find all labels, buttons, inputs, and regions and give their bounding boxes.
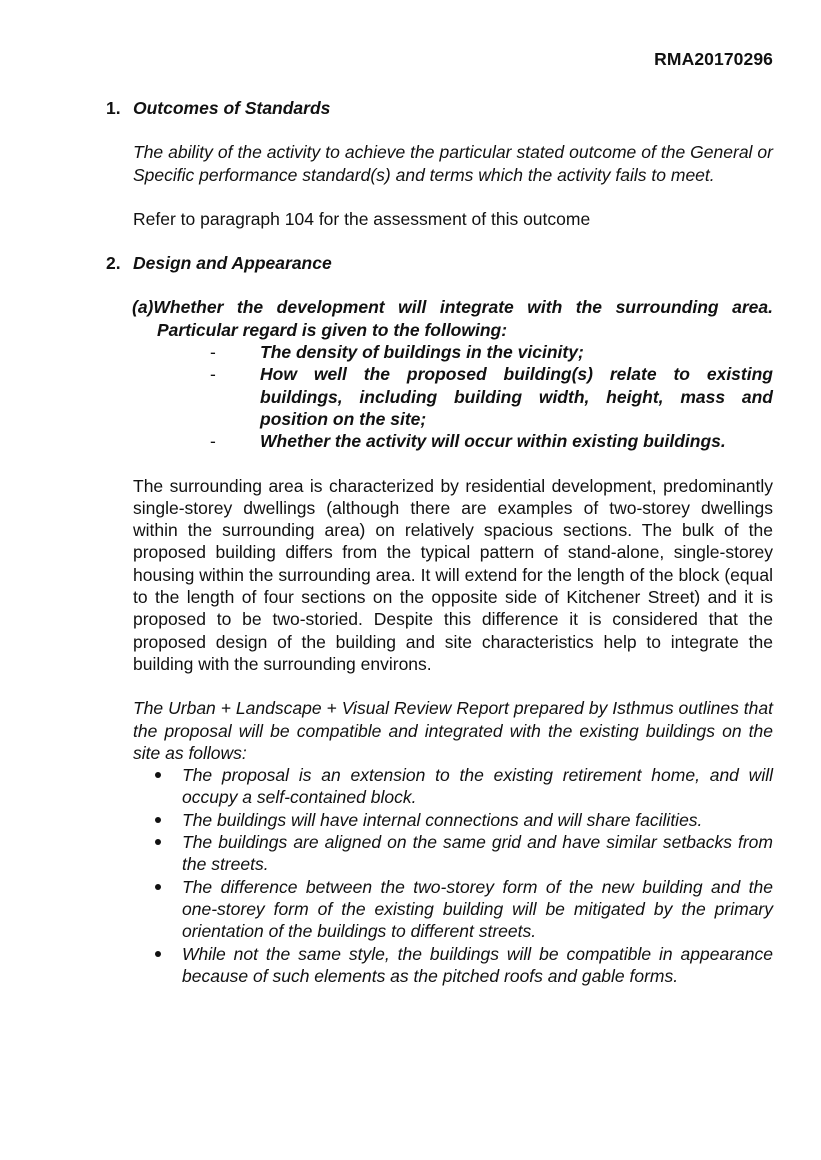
report-point: The proposal is an extension to the existing retirement home, and will occupy a self-contained block. — [182, 764, 773, 809]
report-intro-paragraph: The Urban + Landscape + Visual Review Report prepared by Isthmus outlines that the proposal will be compatible and integrated with the existing buildings on the site as follows: — [133, 698, 773, 763]
report-point: The buildings are aligned on the same grid and have similar setbacks from the streets. — [182, 831, 773, 876]
report-point: The difference between the two-storey form of the new building and the one-storey form of the existing building will be mitigated by the primary orientation of the buildings to different streets. — [182, 876, 773, 943]
section-1-heading — [106, 97, 773, 119]
report-points-list — [0, 764, 821, 987]
reference-number: RMA20170296 — [654, 49, 773, 69]
criteria-item: - The density of buildings in the vicinity; — [210, 342, 584, 363]
section-2-number: 2 . — [106, 252, 121, 274]
document-body — [0, 97, 821, 987]
section-1-title: Outcomes of Standards — [133, 98, 331, 118]
criterion-a: (a)Whether the development will integrate with the surrounding area. Particular regard is given to the following: — [132, 297, 773, 340]
section-1-number: 1 . — [106, 97, 121, 119]
criteria-list — [0, 341, 821, 452]
section-2-heading — [106, 252, 773, 274]
bullet-icon — [155, 772, 161, 778]
bullet-icon — [155, 884, 161, 890]
criteria-item: - Whether the activity will occur within existing buildings. — [210, 431, 726, 452]
bullet-icon — [155, 817, 161, 823]
assessment-paragraph: The surrounding area is characterized by residential development, predominantly single-storey dwellings (although there are examples of two-storey dwellings within the surrounding area) on relatively spacious sections. The bulk of the proposed building differs from the typical pattern of stand-alone, single-storey housing within the surrounding area. It will extend for the length of the block (equal to the length of four sections on the opposite side of Kitchener Street) and it is proposed to be two-storied. Despite this difference it is considered that the proposed design of the building and site characteristics help to integrate the building with the surrounding environs. — [133, 475, 773, 674]
bullet-icon — [155, 951, 161, 957]
section-1-intro: The ability of the activity to achieve the particular stated outcome of the General or Specific performance standard(s) and terms which the activity fails to meet. — [133, 142, 773, 185]
section-1-reference-text: Refer to paragraph 104 for the assessment of this outcome — [133, 208, 591, 229]
bullet-icon — [155, 839, 161, 845]
criteria-item: - How well the proposed building(s) relate to existing buildings, including building width, height, mass and position on the site; — [210, 364, 773, 429]
report-point: While not the same style, the buildings will be compatible in appearance because of such elements as the pitched roofs and gable forms. — [182, 943, 773, 988]
section-2-title: Design and Appearance — [133, 253, 332, 274]
report-point: The buildings will have internal connections and will share facilities. — [182, 809, 773, 831]
